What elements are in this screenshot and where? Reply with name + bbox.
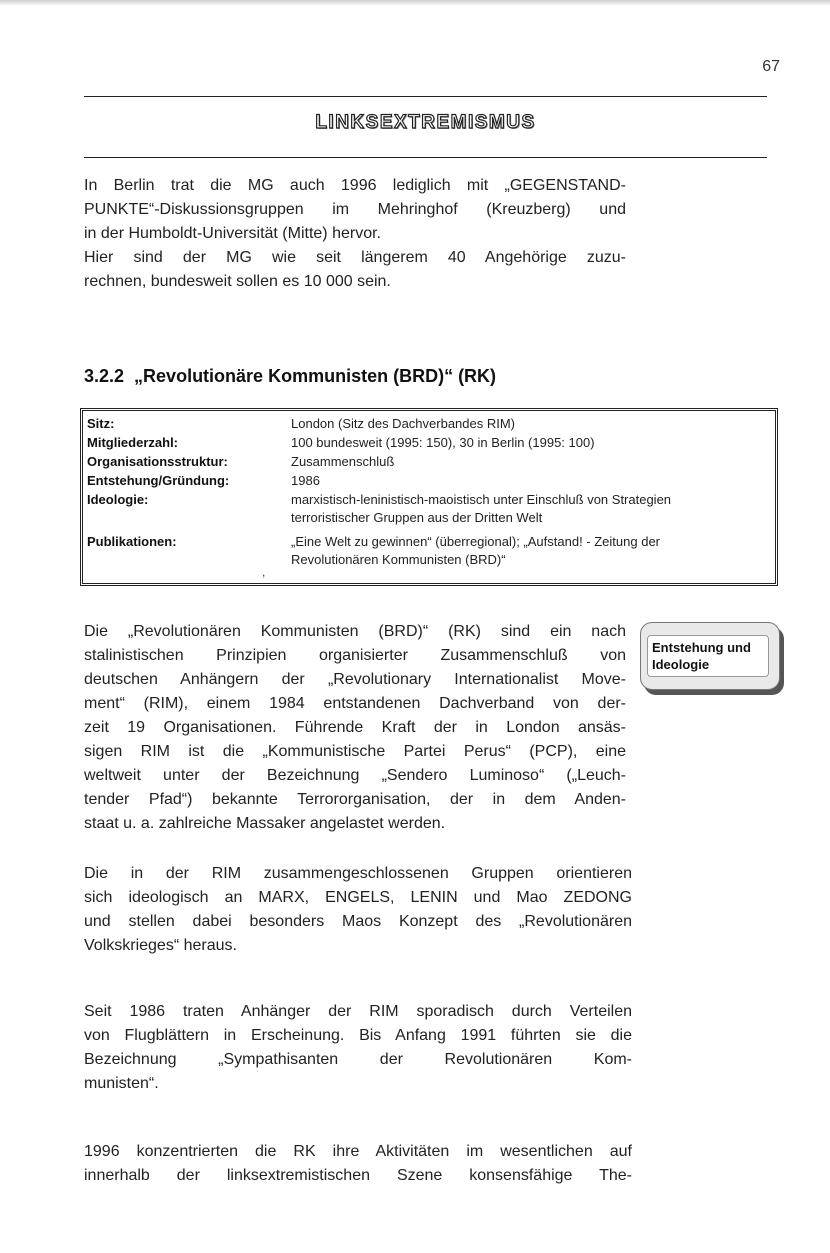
info-label: Ideologie:	[87, 492, 149, 507]
info-value-line: London (Sitz des Dachverbandes RIM)	[291, 416, 516, 431]
paragraph-rim-ideology	[84, 862, 632, 958]
paragraph-line: innerhalb der linksextremistischen Szene konsensfähige The-	[84, 1167, 632, 1184]
paragraph-line: sigen RIM ist die „Kommunistische Partei Perus“ (PCP), eine	[84, 743, 626, 760]
intro-line: PUNKTE“-Diskussionsgruppen im Mehringhof (Kreuzberg) und	[84, 201, 626, 218]
paragraph-line: Volkskrieges“ heraus.	[84, 937, 237, 954]
margin-note-text	[652, 639, 751, 673]
info-value-line: marxistisch-leninistisch-maoistisch unter Einschluß von Strategien	[291, 492, 672, 507]
section-heading	[84, 366, 496, 387]
info-value	[291, 415, 771, 433]
info-value-line: Zusammenschluß	[291, 454, 395, 469]
paragraph-rk-description	[84, 620, 626, 836]
page-number: 67	[762, 58, 780, 75]
margin-note-label-box	[647, 635, 769, 677]
paragraph-line: stalinistischen Prinzipien organisierter Zusammenschluß von	[84, 647, 626, 664]
paragraph-line: 1996 konzentrierten die RK ihre Aktivitäten im wesentlichen auf	[84, 1143, 632, 1160]
info-label: Mitgliederzahl:	[87, 435, 179, 450]
paragraph-line: von Flugblättern in Erscheinung. Bis Anfang 1991 führten sie die	[84, 1027, 632, 1044]
margin-note	[640, 622, 780, 690]
stray-mark: ,	[262, 565, 266, 579]
info-value	[291, 453, 771, 471]
info-label: Publikationen:	[87, 534, 177, 549]
paragraph-rim-history	[84, 1000, 632, 1096]
info-value	[291, 472, 771, 490]
paragraph-line: munisten“.	[84, 1075, 159, 1092]
info-value-line: 100 bundesweit (1995: 150), 30 in Berlin (1995: 100)	[291, 435, 595, 450]
intro-line: Hier sind der MG wie seit längerem 40 Angehörige zuzu-	[84, 249, 626, 266]
info-label: Entstehung/Gründung:	[87, 473, 230, 488]
info-value-line: terroristischer Gruppen aus der Dritten Welt	[291, 509, 543, 525]
paragraph-line: zeit 19 Organisationen. Führende Kraft der in London ansäs-	[84, 719, 626, 736]
paragraph-line: ment“ (RIM), einem 1984 entstandenen Dachverband von der-	[84, 695, 626, 712]
paragraph-line: und stellen dabei besonders Maos Konzept des „Revolutionären	[84, 913, 632, 930]
running-header-title: LINKSEXTREMISMUS	[315, 112, 536, 133]
paragraph-line: Die in der RIM zusammengeschlossenen Gruppen orientieren	[84, 865, 632, 882]
header-rule-top	[84, 96, 767, 97]
scan-edge	[0, 0, 830, 6]
info-value-line: „Eine Welt zu gewinnen“ (überregional); „Aufstand! - Zeitung der	[291, 534, 661, 549]
intro-line: rechnen, bundesweit sollen es 10 000 sein.	[84, 273, 391, 290]
paragraph-line: Bezeichnung „Sympathisanten der Revolutionären Kom-	[84, 1051, 632, 1068]
paragraph-rk-1996	[84, 1140, 632, 1188]
info-value-line: Revolutionären Kommunisten (BRD)“	[291, 551, 506, 567]
info-label: Organisationsstruktur:	[87, 454, 228, 469]
intro-line: In Berlin trat die MG auch 1996 lediglich mit „GEGENSTAND-	[84, 177, 626, 194]
intro-line: in der Humboldt-Universität (Mitte) hervor.	[84, 225, 381, 242]
organization-info-box	[80, 408, 778, 586]
info-value	[291, 434, 771, 452]
paragraph-line: deutschen Anhängern der „Revolutionary Internationalist Move-	[84, 671, 626, 688]
margin-note-line: Entstehung und	[652, 640, 751, 655]
info-value	[291, 491, 771, 526]
paragraph-line: Die „Revolutionären Kommunisten (BRD)“ (RK) sind ein nach	[84, 623, 626, 640]
paragraph-line: weltweit unter der Bezeichnung „Sendero Luminoso“ („Leuch-	[84, 767, 626, 784]
section-title: „Revolutionäre Kommunisten (BRD)“ (RK)	[134, 366, 497, 386]
info-value-line: 1986	[291, 473, 320, 488]
header-rule-bottom	[84, 157, 767, 158]
section-number: 3.2.2	[84, 366, 125, 386]
paragraph-line: staat u. a. zahlreiche Massaker angelastet werden.	[84, 815, 446, 832]
paragraph-line: Seit 1986 traten Anhänger der RIM sporadisch durch Verteilen	[84, 1003, 632, 1020]
intro-paragraph	[84, 174, 626, 294]
paragraph-line: sich ideologisch an MARX, ENGELS, LENIN und Mao ZEDONG	[84, 889, 632, 906]
margin-note-line: Ideologie	[652, 657, 710, 672]
info-label: Sitz:	[87, 416, 115, 431]
info-value	[291, 533, 771, 568]
paragraph-line: tender Pfad“) bekannte Terrororganisation, der in dem Anden-	[84, 791, 626, 808]
